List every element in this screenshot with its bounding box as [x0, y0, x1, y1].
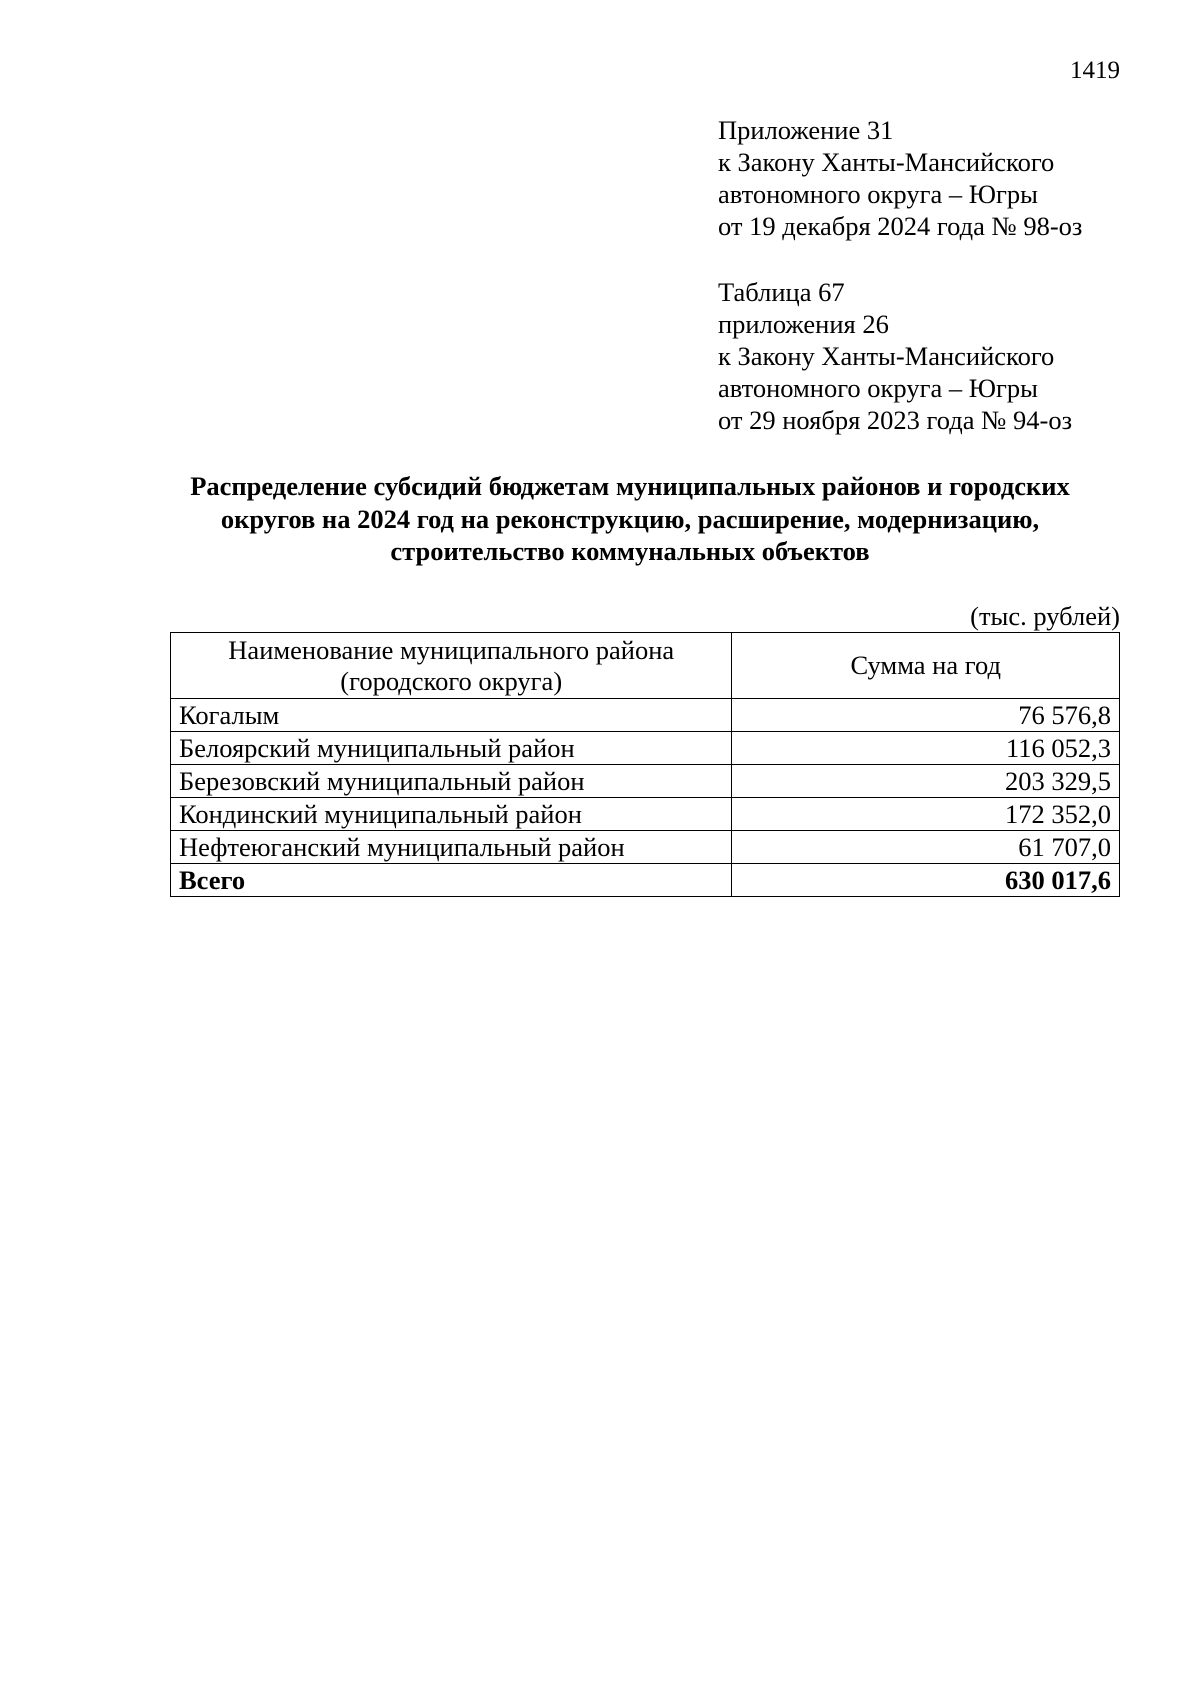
municipality-name-cell: Березовский муниципальный район — [171, 765, 732, 798]
table-row — [171, 732, 1120, 765]
annual-sum-cell: 76 576,8 — [732, 699, 1120, 732]
table-reference-line: автономного округа – Югры — [718, 373, 1038, 403]
appendix-reference-line: к Закону Ханты-Мансийского — [718, 147, 1055, 177]
annual-sum-cell: 172 352,0 — [732, 798, 1120, 831]
document-title-line: строительство коммунальных объектов — [390, 536, 870, 566]
appendix-reference — [718, 114, 1188, 242]
table-row — [171, 765, 1120, 798]
table-total-row — [171, 864, 1120, 897]
municipality-name-cell: Нефтеюганский муниципальный район — [171, 831, 732, 864]
table-header-row — [171, 633, 1120, 699]
appendix-reference-line: от 19 декабря 2024 года № 98-оз — [718, 211, 1083, 241]
municipality-name-cell: Когалым — [171, 699, 732, 732]
document-title-line: Распределение субсидий бюджетам муниципальных районов и городских — [190, 471, 1070, 501]
table-row — [171, 699, 1120, 732]
units-label: (тыс. рублей) — [970, 601, 1120, 631]
table-reference-line: приложения 26 — [718, 309, 889, 339]
total-sum-cell: 630 017,6 — [732, 864, 1120, 897]
municipality-name-cell: Кондинский муниципальный район — [171, 798, 732, 831]
document-title-line: округов на 2024 год на реконструкцию, расширение, модернизацию, — [220, 503, 1040, 534]
table-reference-line: от 29 ноября 2023 года № 94-оз — [718, 405, 1073, 435]
table-reference-line: Таблица 67 — [718, 277, 845, 307]
header-name-line: Наименование муниципального района — [228, 634, 675, 665]
municipality-name-cell: Белоярский муниципальный район — [171, 732, 732, 765]
table-row — [171, 798, 1120, 831]
table-reference-line: к Закону Ханты-Мансийского — [718, 341, 1055, 371]
table-reference — [718, 276, 1188, 436]
header-name-line: (городского округа) — [340, 665, 563, 696]
header-annual-sum: Сумма на год — [732, 633, 1120, 699]
appendix-reference-line: Приложение 31 — [718, 115, 894, 145]
page-number: 1419 — [1070, 57, 1120, 84]
appendix-reference-line: автономного округа – Югры — [718, 179, 1038, 209]
table-row — [171, 831, 1120, 864]
total-label-cell: Всего — [171, 864, 732, 897]
annual-sum-cell: 203 329,5 — [732, 765, 1120, 798]
subsidy-table — [170, 632, 1120, 897]
document-title — [150, 470, 1110, 568]
annual-sum-cell: 61 707,0 — [732, 831, 1120, 864]
annual-sum-cell: 116 052,3 — [732, 732, 1120, 765]
header-municipality-name — [171, 633, 732, 699]
